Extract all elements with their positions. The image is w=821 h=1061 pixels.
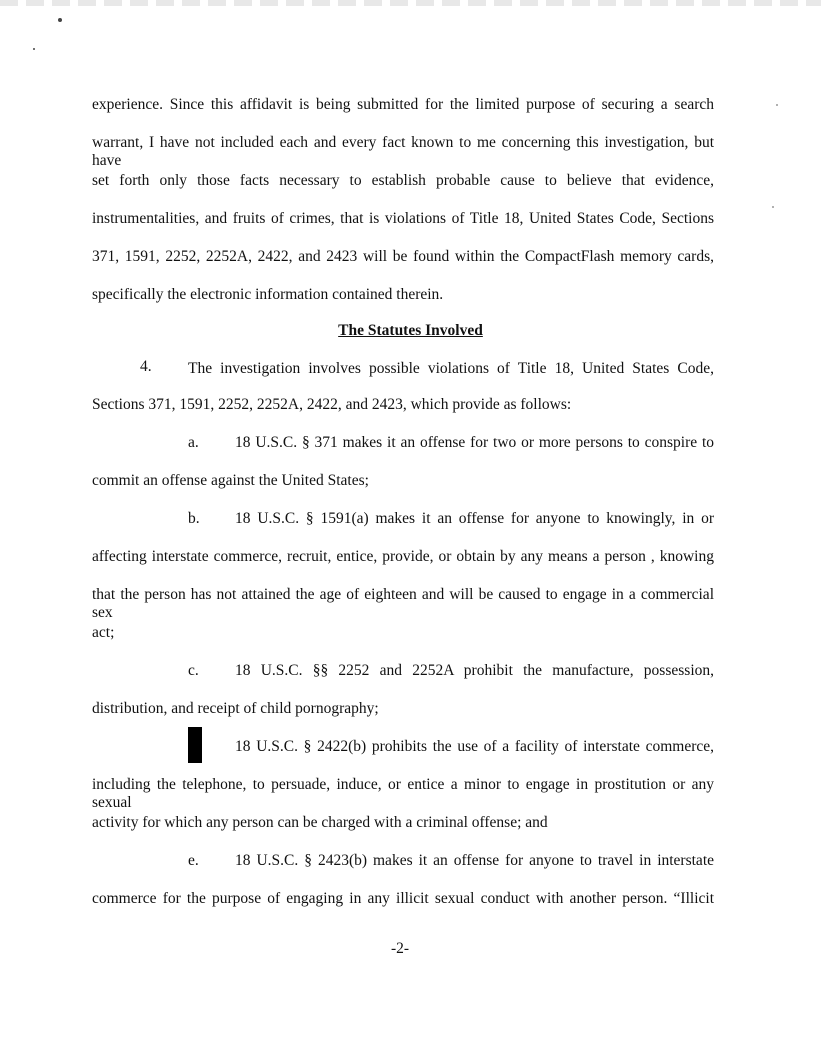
body-text-line: instrumentalities, and fruits of crimes, that is violations of Title 18, United States Code, Sections <box>92 210 714 227</box>
body-text-line: The investigation involves possible violations of Title 18, United States Code, <box>188 360 714 377</box>
list-item-text: 18 U.S.C. § 1591(a) makes it an offense for anyone to knowingly, in or <box>235 510 714 527</box>
body-text-line: experience. Since this affidavit is being submitted for the limited purpose of securing a search <box>92 96 714 113</box>
list-item-marker: a. <box>188 434 199 451</box>
list-item-text: affecting interstate commerce, recruit, entice, provide, or obtain by any means a person , knowing <box>92 548 714 565</box>
body-text-line: warrant, I have not included each and every fact known to me concerning this investigation, but have <box>92 134 714 169</box>
list-item-text: 18 U.S.C. § 371 makes it an offense for two or more persons to conspire to <box>235 434 714 451</box>
list-item-text: commerce for the purpose of engaging in any illicit sexual conduct with another person. “Illicit <box>92 890 714 907</box>
list-item-marker: e. <box>188 852 199 869</box>
body-text-line: specifically the electronic information contained therein. <box>92 286 444 303</box>
scan-speck <box>33 48 35 50</box>
body-text-line: Sections 371, 1591, 2252, 2252A, 2422, and 2423, which provide as follows: <box>92 396 572 413</box>
list-item-text: activity for which any person can be charged with a criminal offense; and <box>92 814 548 831</box>
list-item-text: distribution, and receipt of child pornography; <box>92 700 379 717</box>
redaction-block <box>188 727 202 763</box>
body-text-line: 371, 1591, 2252, 2252A, 2422, and 2423 will be found within the CompactFlash memory cards, <box>92 248 714 265</box>
list-item-text: 18 U.S.C. §§ 2252 and 2252A prohibit the manufacture, possession, <box>235 662 714 679</box>
list-item-text: act; <box>92 624 115 641</box>
scan-top-edge <box>0 0 821 6</box>
list-item-marker: c. <box>188 662 199 679</box>
list-item-text: including the telephone, to persuade, induce, or entice a minor to engage in prostitution or any sexual <box>92 776 714 811</box>
list-item-text: that the person has not attained the age of eighteen and will be caused to engage in a commercial sex <box>92 586 714 621</box>
scan-speck <box>776 104 778 106</box>
section-heading: The Statutes Involved <box>338 322 483 339</box>
list-item-marker: b. <box>188 510 200 527</box>
paragraph-number: 4. <box>140 358 152 375</box>
page-number: -2- <box>390 940 410 957</box>
list-item-text: 18 U.S.C. § 2422(b) prohibits the use of a facility of interstate commerce, <box>235 738 714 755</box>
body-text-line: set forth only those facts necessary to establish probable cause to believe that evidence, <box>92 172 714 189</box>
scan-speck <box>58 18 62 22</box>
list-item-text: commit an offense against the United States; <box>92 472 369 489</box>
scan-speck <box>772 206 774 208</box>
list-item-text: 18 U.S.C. § 2423(b) makes it an offense for anyone to travel in interstate <box>235 852 714 869</box>
